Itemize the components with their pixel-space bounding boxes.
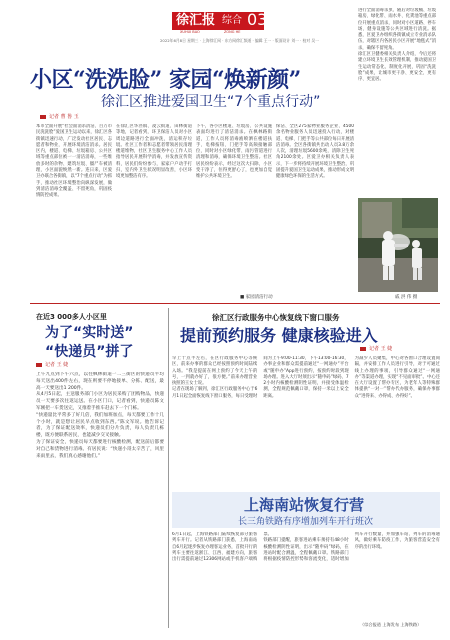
paper-name-en: XUHUI BAO: [180, 30, 200, 34]
story1-byline: [40, 113, 79, 120]
story1-subtitle: 徐汇区推进爱国卫生“7个重点行动”: [101, 94, 321, 110]
disinfection-worker-photo: [358, 198, 438, 292]
photo-credit: 戚 洪 伟 摄: [395, 295, 418, 300]
paper-name: 徐汇报: [176, 13, 216, 28]
story2-byline-text: 记者 王 婕: [45, 362, 69, 368]
story1-col1: 本市全面开展“社会面消杀清洁、百万市民洗洗脸”爱国卫生运动以来，徐汇区各街镇迅速行动，广泛发动社区居民、志愿者和物业，开展环境清洁消杀。居民区内，楼道、电梯、垃圾箱房、公共区域等重点部位被一一清洁消毒，一些堆放多时的杂物、建筑垃圾、僵尸车被清理，小区面貌焕然一新。连日来，区爱卫办联合各街镇，以“7个重点行动”为抓手，推动社区环境整治向纵深发展，做到清洁消毒全覆盖、不留死角，巩固疫情防控成果。: [36, 124, 112, 199]
story4-body: 6月1日起，上海铁路部门陆续恢复部分旅客列车开行。记者从铁路部门获悉，上海南站自6月起逐步恢复办理客运业务，首批开行的列车主要往返浙江、江西、福建方向，旅客出行需提前通过12306网站或手机客户端购票。 铁路部门提醒，旅客进站乘车须持有48小时核酸检测阴性证明，出示“随申码”绿码，在进站时配合测温，全程佩戴口罩。铁路部门将根据疫情防控形势和客流变化，适时增加列车开行数量，并加强车站、列车的消毒通风，做好乘车防疫工作，为旅客营造安全有序的出行环境。: [172, 532, 440, 563]
story1-col5: 进行全面消毒杀虫、随后对垃圾桶、垃圾箱房、绿化带、雨水井、化粪池等重点部位开展重点消杀，同时对小区道路、停车场、健身设施等公共区域进行清洗。据悉，区爱卫办组织各街镇成立专业消杀队伍，对辖区内各居民小区开展“地毯式”消杀，确保不留死角。 徐汇区卫健委相关负责人介绍，今后还将建立环境卫生长效管理机制，推动爱国卫生运动常态化、制度化开展，巩固“洗洗脸”成果，让城市更干净、更安全、更有序、更宜居。: [358, 8, 436, 83]
story4-subtitle: 长三角铁路有序增加列车开行班次: [238, 517, 374, 527]
story3-byline-text: 记者 王 婕: [369, 346, 393, 352]
story2-kicker: 在近3 000多人小区里: [36, 313, 107, 321]
story1-col3: 下午，各小区楼道、垃圾房、公共设施表面均进行了清洁消杀。在枫林路街道，工作人员将消毒液喷洒在楼道扶手、电梯按钮、门把手等高频接触部位，同时对小区绿化带、雨污管道进行清理和消毒，确保环境卫生整洁。社区居民纷纷表示，经过这次大扫除，小区变干净了，住得更舒心了，也更加自觉维护公共环境卫生。: [196, 124, 272, 180]
page-number: 03: [247, 10, 268, 29]
story3-body: 早上十点半左右，在区行政服务中心等候区，前来办事的群众已经按照预约时间陆续入场。“我是提前在网上预约了今天上午的号，一到就办好了，很方便。”前来办理营业执照的王女士说。 记者在现场了解到，徐汇区行政服务中心于6月1日起全面恢复线下窗口服务，每日受理时间为上午9:00-11:30、下午13:00-16:30，办事企业和群众需提前通过“一网通办”平台或“随申办”App进行预约，按预约时段到现场办理。进入大厅时须出示“随申码”绿码、72小时内核酸检测阴性证明，并接受体温检测，全程规范佩戴口罩，保持一米以上安全距离。 为减少人员聚集，中心对各窗口合理设置间隔，并安排工作人员进行引导，对于可通过线上办理的事项，引导群众通过“一网通办”等渠道办理，实现“不见面审批”。中心还在大厅设置了帮办专区，为老年人等特殊群体提供“一对一”帮办代办服务，确保办事群众“进得来、办得成、办得好”。: [172, 356, 440, 399]
dateline: 2022年6月8日 星期三 · 上海徐汇网 · 东方网徐汇频道 · 编辑 王一 · 版面设计 刘一 · 校对 吴一: [160, 38, 319, 43]
story3-title: 提前预约服务 健康核验进入: [180, 326, 378, 345]
story3-kicker: 徐汇区行政服务中心恢复线下窗口服务: [212, 313, 340, 322]
story4-credit: （综合报道 上海发布 上海铁路）: [360, 622, 422, 627]
story1-col2: 在徐汇区华泾镇、凌云街道、田林街道等地，记者看到，环卫保洁人员对小区周边道路进行全面冲洗，清运积存垃圾。社区工作者和志愿者带领居民清理楼道堆物，社区卫生服务中心工作人员指导居民开展科学消毒，并发放宣传资料，居民们纷纷参与，家家户户动手打扫，室内外卫生状况明显改善，小区环境更加整洁有序。: [116, 124, 192, 180]
story1-col4: 保洁、全区275家物业服务企业、4500余名物业服务人员迅速投入行动，对楼道、电梯、门把手等公共部位每日开展清洁消毒。全区各街镇共出动人员3.8万余人次，清理垃圾5600余吨，清除卫生死角2100余处。区爱卫办相关负责人表示，下一步将持续开展环境卫生整治，巩固提升爱国卫生运动成果，推动形成文明健康绿色环保的生活方式。: [276, 124, 354, 180]
story1-photo: [358, 198, 438, 292]
divider-top: [30, 303, 440, 304]
story2-title-line1: 为了“实时送”: [45, 325, 134, 341]
story2-title-line2: “快递员”拼了: [45, 344, 134, 360]
story1-title: 小区“洗洗脸” 家园“焕新颜”: [30, 67, 301, 93]
section-name: 综合: [222, 15, 242, 26]
photo-caption: ■ 家园清洁行动: [240, 295, 273, 300]
story3-byline: [360, 345, 392, 352]
story2-byline: [36, 361, 68, 368]
story1-byline-text: 记者 曹 鲁 玉: [49, 114, 79, 120]
story2-body: 上午九点到下午六点，以往枫林街道一二三街区的快递员平均每天送出400件左右，现在则要不停地接单、分拣、配送，最高一天要送出1 200件。 从4月5日起，主送服务部门小区为居民采购了团购物品，快递员一天要多次往返运送。在小区门口，记者看到，快递员陈文军刚把一车货送完，又推着手推车赶去下一个门栋。 “快递量比平常多了好几倍，我们加班加点，每天都要工作十几个小时，就是想让居民早点收到东西。”陈文军说。他告诉记者，为了保证配送效率，快递员们分片负责，每人负责几栋楼，既方便联系居民，也能减少交叉接触。 为了保证安全，快递员每天都要进行核酸检测，配送前后都要对自己和货物进行消毒。有居民说：“快递小哥太辛苦了，风里来雨里去，我们真心感谢他们。”: [36, 372, 164, 459]
story4-title: 上海南站恢复行营: [244, 496, 365, 514]
section-name-en: ZONG HE: [224, 30, 241, 34]
divider-vertical: [168, 308, 169, 628]
